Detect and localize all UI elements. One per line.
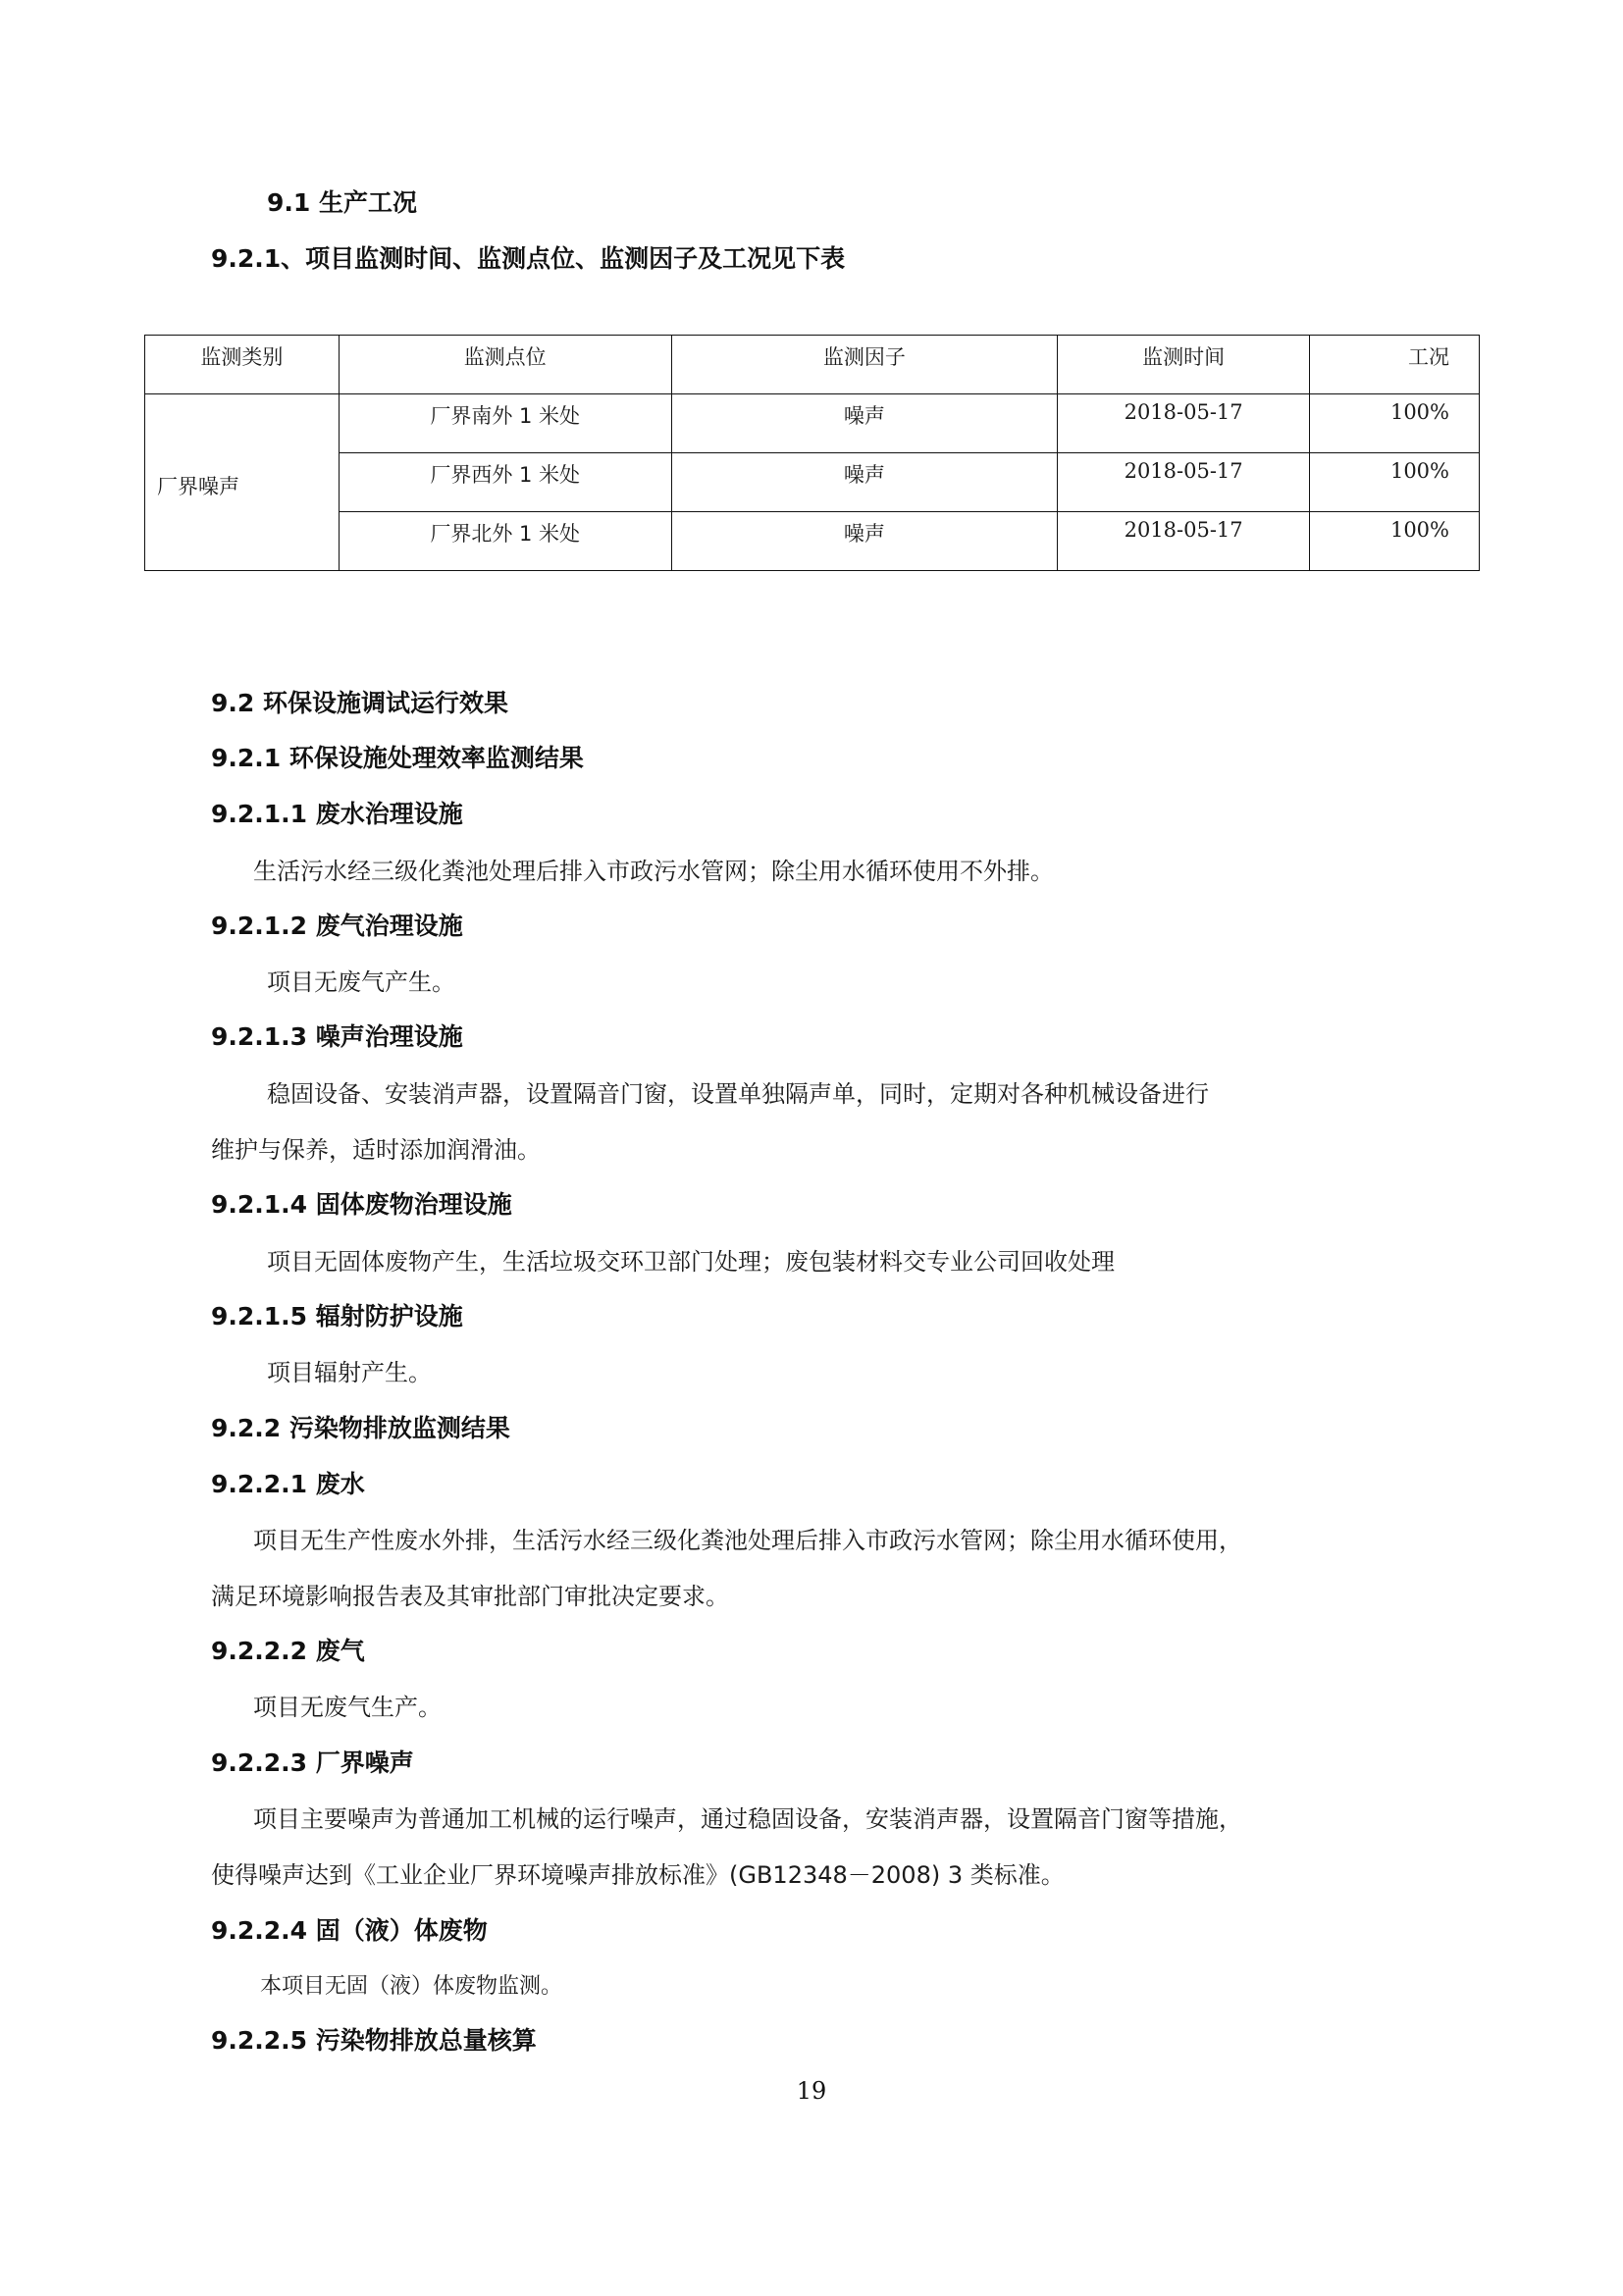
paragraph-wastewater-facility: 生活污水经三级化粪池处理后排入市政污水管网；除尘用水循环使用不外排。 — [253, 858, 1054, 885]
heading-9-2-1-2: 9.2.1.2 废气治理设施 — [211, 912, 463, 940]
heading-9-2-2: 9.2.2 污染物排放监测结果 — [211, 1414, 510, 1442]
header-factor: 监测因子 — [671, 336, 1058, 394]
heading-9-2-1-4: 9.2.1.4 固体废物治理设施 — [211, 1190, 512, 1219]
page-number: 19 — [796, 2077, 827, 2105]
location-cell: 厂界南外 1 米处 — [339, 394, 671, 453]
heading-9-2-2-4: 9.2.2.4 固（液）体废物 — [211, 1916, 488, 1945]
header-category: 监测类别 — [145, 336, 340, 394]
paragraph-noise-facility-line1: 稳固设备、安装消声器，设置隔音门窗，设置单独隔声单，同时，定期对各种机械设备进行 — [267, 1080, 1209, 1108]
paragraph-exhaust-facility: 项目无废气产生。 — [267, 968, 455, 996]
heading-9-2-2-1: 9.2.2.1 废水 — [211, 1470, 365, 1498]
paragraph-boundary-noise-line1: 项目主要噪声为普通加工机械的运行噪声，通过稳固设备，安装消声器，设置隔音门窗等措施， — [253, 1805, 1242, 1833]
condition-cell: 100% — [1310, 512, 1480, 571]
paragraph-solid-liquid-waste: 本项目无固（液）体废物监测。 — [260, 1974, 563, 1999]
date-cell: 2018-05-17 — [1058, 394, 1310, 453]
heading-9-2-1-1: 9.2.1.1 废水治理设施 — [211, 800, 463, 828]
paragraph-boundary-noise-line2: 使得噪声达到《工业企业厂界环境噪声排放标准》(GB12348－2008) 3 类标准。 — [211, 1861, 1065, 1889]
monitoring-table — [144, 335, 1480, 571]
paragraph-solid-waste-facility: 项目无固体废物产生，生活垃圾交环卫部门处理；废包装材料交专业公司回收处理 — [267, 1248, 1115, 1276]
heading-9-2-1: 9.2.1 环保设施处理效率监测结果 — [211, 744, 584, 772]
condition-cell: 100% — [1310, 394, 1480, 453]
factor-cell: 噪声 — [671, 512, 1058, 571]
date-cell: 2018-05-17 — [1058, 453, 1310, 512]
paragraph-noise-facility-line2: 维护与保养，适时添加润滑油。 — [211, 1136, 541, 1164]
header-location: 监测点位 — [339, 336, 671, 394]
paragraph-radiation-facility: 项目辐射产生。 — [267, 1359, 432, 1386]
category-cell: 厂界噪声 — [145, 394, 340, 571]
table-row — [145, 453, 1480, 512]
heading-9-2-1-3: 9.2.1.3 噪声治理设施 — [211, 1022, 463, 1051]
heading-9-2: 9.2 环保设施调试运行效果 — [211, 689, 508, 717]
header-date: 监测时间 — [1058, 336, 1310, 394]
paragraph-wastewater-line1: 项目无生产性废水外排，生活污水经三级化粪池处理后排入市政污水管网；除尘用水循环使用， — [253, 1527, 1242, 1554]
date-cell: 2018-05-17 — [1058, 512, 1310, 571]
heading-9-2-2-3: 9.2.2.3 厂界噪声 — [211, 1748, 414, 1777]
heading-9-2-2-5: 9.2.2.5 污染物排放总量核算 — [211, 2026, 537, 2055]
paragraph-wastewater-line2: 满足环境影响报告表及其审批部门审批决定要求。 — [211, 1583, 729, 1610]
factor-cell: 噪声 — [671, 453, 1058, 512]
condition-cell: 100% — [1310, 453, 1480, 512]
heading-9-2-2-2: 9.2.2.2 废气 — [211, 1637, 365, 1665]
location-cell: 厂界西外 1 米处 — [339, 453, 671, 512]
location-cell: 厂界北外 1 米处 — [339, 512, 671, 571]
header-condition: 工况 — [1310, 336, 1480, 394]
table-header-row — [145, 336, 1480, 394]
table-row — [145, 394, 1480, 453]
factor-cell: 噪声 — [671, 394, 1058, 453]
heading-9-2-1-table: 9.2.1、项目监测时间、监测点位、监测因子及工况见下表 — [211, 244, 846, 273]
table-row — [145, 512, 1480, 571]
heading-9-2-1-5: 9.2.1.5 辐射防护设施 — [211, 1302, 463, 1331]
heading-9-1: 9.1 生产工况 — [267, 188, 417, 217]
paragraph-exhaust: 项目无废气生产。 — [253, 1694, 442, 1721]
